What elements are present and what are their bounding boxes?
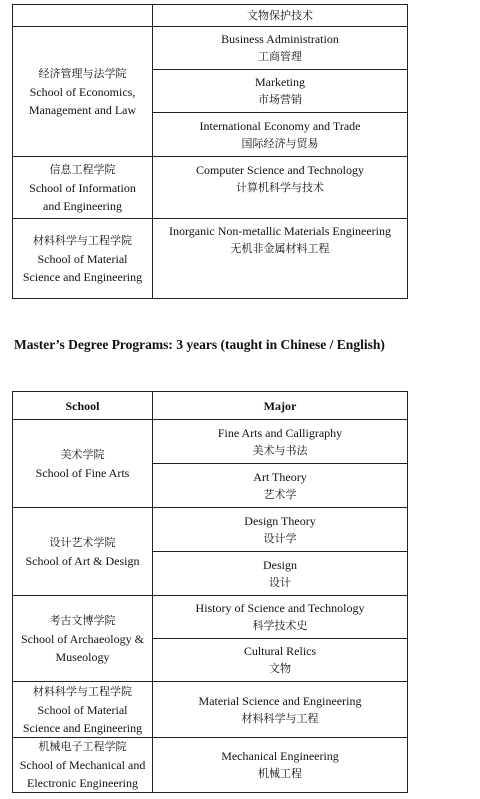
school-name-en: School of Economics, xyxy=(29,84,136,99)
school-name-en: School of Material xyxy=(37,251,128,266)
major-name-en: Marketing xyxy=(255,75,305,89)
major-cell xyxy=(153,738,408,793)
masters-section-heading: Master’s Degree Programs: 3 years (taught in Chinese / English) xyxy=(14,337,385,352)
table-row xyxy=(13,508,408,552)
school-name-en: and Engineering xyxy=(43,198,122,213)
school-name-en: School of Art & Design xyxy=(25,553,140,568)
major-name-cn: 机械工程 xyxy=(258,767,302,780)
table-row xyxy=(13,5,408,27)
school-cell-empty xyxy=(13,5,153,27)
major-cell xyxy=(153,70,408,113)
column-header-school: School xyxy=(13,392,153,420)
school-name-en: School of Material xyxy=(37,702,128,717)
school-name-cn: 机械电子工程学院 xyxy=(38,740,127,753)
major-name-en: Design xyxy=(263,557,297,572)
major-name-cn: 设计学 xyxy=(263,531,297,545)
table-header-row xyxy=(13,392,408,420)
table-row xyxy=(13,682,408,738)
major-name-en: Mechanical Engineering xyxy=(221,749,339,763)
major-name-en: Material Science and Engineering xyxy=(198,693,362,708)
masters-programs-table xyxy=(12,391,408,793)
school-name-en: Electronic Engineering xyxy=(27,776,138,790)
major-name-en: International Economy and Trade xyxy=(199,118,361,133)
undergraduate-programs-table xyxy=(12,4,408,299)
major-cell xyxy=(153,552,408,596)
major-cell xyxy=(153,5,408,27)
school-cell xyxy=(13,27,153,157)
table-row xyxy=(13,738,408,793)
table-row xyxy=(13,219,408,299)
major-name-en: History of Science and Technology xyxy=(195,601,365,615)
major-name-cn: 设计 xyxy=(269,575,291,589)
major-name-cn: 艺术学 xyxy=(263,487,297,501)
school-name-en: Science and Engineering xyxy=(22,269,143,284)
school-cell xyxy=(13,682,153,738)
major-name-cn: 材料科学与工程 xyxy=(241,711,319,725)
school-name-cn: 材料科学与工程学院 xyxy=(33,233,132,247)
major-name-en: Computer Science and Technology xyxy=(196,163,364,177)
table-row xyxy=(13,596,408,639)
major-cell xyxy=(153,508,408,552)
school-name-en: School of Fine Arts xyxy=(35,465,130,480)
major-name-cn: 无机非金属材料工程 xyxy=(230,242,330,255)
major-name-en: Design Theory xyxy=(244,513,316,528)
school-name-cn: 经济管理与法学院 xyxy=(38,66,127,80)
major-name-cn: 市场营销 xyxy=(258,93,302,106)
school-name-cn: 信息工程学院 xyxy=(49,162,116,176)
school-cell xyxy=(13,157,153,219)
major-cell xyxy=(153,27,408,70)
school-cell xyxy=(13,508,153,596)
school-cell xyxy=(13,738,153,793)
school-cell xyxy=(13,219,153,299)
school-name-en: School of Archaeology & xyxy=(21,631,144,646)
school-cell xyxy=(13,596,153,682)
table-row xyxy=(13,420,408,464)
major-cell xyxy=(153,464,408,508)
table-row xyxy=(13,27,408,70)
major-cell xyxy=(153,596,408,639)
school-name-en: Museology xyxy=(55,649,110,664)
major-name-en: Business Administration xyxy=(221,32,339,46)
major-name-cn: 国际经济与贸易 xyxy=(241,136,319,150)
major-cell xyxy=(153,219,408,299)
school-name-en: School of Mechanical and xyxy=(19,758,146,772)
table-row xyxy=(13,157,408,219)
major-name-en: Cultural Relics xyxy=(243,644,317,658)
school-name-en: Management and Law xyxy=(28,102,137,117)
major-name-en: Inorganic Non-metallic Materials Engineering xyxy=(168,224,392,238)
school-name-en: Science and Engineering xyxy=(22,720,143,735)
major-cell xyxy=(153,639,408,682)
major-name-cn: 文物 xyxy=(269,662,291,675)
school-name-cn: 考古文博学院 xyxy=(49,613,116,627)
school-name-en: School of Information xyxy=(29,180,136,195)
major-name-cn: 工商管理 xyxy=(258,50,302,63)
major-name-cn: 计算机科学与技术 xyxy=(236,181,324,194)
major-name-cn: 科学技术史 xyxy=(252,619,308,632)
major-name-cn: 美术与书法 xyxy=(252,443,308,457)
major-name-cn: 文物保护技术 xyxy=(247,8,313,22)
school-name-cn: 设计艺术学院 xyxy=(49,535,116,549)
major-cell xyxy=(153,682,408,738)
school-name-cn: 美术学院 xyxy=(60,447,105,461)
column-header-major: Major xyxy=(153,392,408,420)
school-name-cn: 材料科学与工程学院 xyxy=(33,684,132,698)
major-name-en: Fine Arts and Calligraphy xyxy=(217,425,343,440)
major-cell xyxy=(153,420,408,464)
major-name-en: Art Theory xyxy=(253,469,307,484)
school-cell xyxy=(13,420,153,508)
major-cell xyxy=(153,113,408,157)
major-cell xyxy=(153,157,408,219)
